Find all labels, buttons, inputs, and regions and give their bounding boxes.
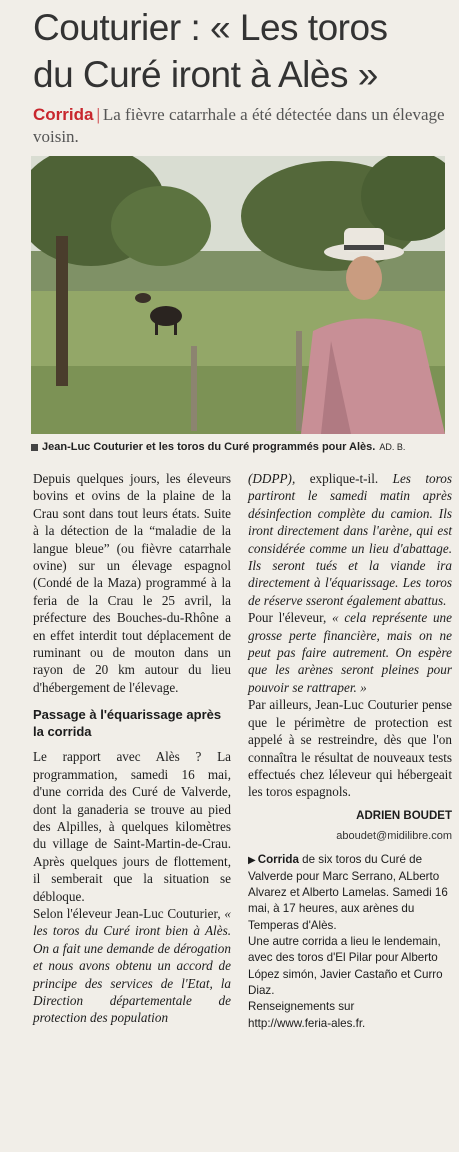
kicker-text: La fièvre catarrhale a été détectée dans un élevage voisin. (33, 105, 445, 146)
paragraph-1: Depuis quelques jours, les éleveurs bovins et ovins de la plaine de la Crau sont dans tout leurs états. Suite à la détection de la “maladie de la langue bleue” (ou fièvre catarrhale ovine) sur un élevage espagnol (Condé de la Maza) programmé à la feria de la Crau le 25 avril, la préfecture des Bouches-du-Rhône a en effet interdit tout déplacement de ruminant ou de mouton dans un rayon de 20 km autour du lieu d'hébergement de l'élevage. (33, 471, 231, 695)
caption-square-icon (31, 444, 38, 451)
photo-caption (31, 440, 451, 454)
paragraph-2: Le rapport avec Alès ? La programmation, samedi 16 mai, d'une corrida des Curé de Valverde, dont la ganaderia se trouve au pied des Alpilles, à quelques kilomètres du village de Saint-Martin-de-Crau. Après quelques jours de flottement, il semberait que la situation se débloque. (33, 749, 231, 904)
paragraph-5-quote: « cela représente une grosse perte financière, mais on ne peut pas faire autrement. On espère que les arènes seront pleines pour pouvoir se rattraper. » (248, 610, 452, 695)
photo-credit: AD. B. (379, 442, 406, 452)
article-photo (31, 156, 445, 434)
info-box (248, 852, 452, 1032)
caption-text: Jean-Luc Couturier et les toros du Curé programmés pour Alès. (42, 441, 376, 453)
article-column-left (33, 470, 231, 1027)
kicker-separator: | (96, 105, 100, 124)
headline (33, 4, 453, 98)
info-label: Corrida (257, 852, 299, 866)
info-url-link[interactable]: http://www.feria-ales.fr. (248, 1016, 366, 1030)
paragraph-3-tail: explique-t-il. (309, 471, 393, 486)
paragraph-3 (33, 905, 231, 1027)
kicker-label: Corrida (33, 105, 94, 124)
paragraph-3-quote: « les toros du Curé iront bien à Alès. On a fait une demande de dérogation et nous avons obtenu un accord de principe des services de l'Etat, la Direction départementale de protection des population (33, 905, 231, 1026)
headline-line-1: Couturier : « Les toros (33, 7, 388, 48)
paragraph-6: Par ailleurs, Jean-Luc Couturier pense que le périmètre de protection est appelé à se restreindre, dès que l'on connaîtra le résultat de nouveaux tests effectués chez léleveur qui hébergeait les toros espagnols. (248, 697, 452, 800)
info-text-1: de six toros du Curé de Valverde pour Marc Serrano, ALberto Alvarez et Alberto Lamelas. Samedi 16 mai, à 17 heures, aux arènes du Temperas d'Alès. (248, 852, 448, 932)
paragraph-3-intro: Selon l'éleveur Jean-Luc Couturier, (33, 905, 225, 921)
article-column-right (248, 470, 452, 1032)
paragraph-3-end: (DDPP), (248, 471, 310, 486)
triangle-icon: ▶ (248, 854, 256, 866)
paragraph-3-continued (248, 470, 452, 609)
paragraph-5-intro: Pour l'éleveur, (248, 610, 332, 626)
paragraph-4-quote: Les toros partiront le samedi matin après désinfection complète du camion. Ils iront directement dans l'arène, qui est considérée comme un lieu d'abattage. Ils seront tués et la viande ira directement à l'équarissage. Les toros de réserve sseront également abattus. (248, 471, 452, 608)
author-name: ADRIEN BOUDET (356, 809, 452, 822)
subheading: Passage à l'équarissage après la corrida (33, 707, 222, 740)
headline-line-2: du Curé iront à Alès » (33, 54, 378, 95)
info-text-2: Une autre corrida a lieu le lendemain, avec des toros d'El Pilar pour Alberto López simón, Javier Castaño et Curro Diaz. (248, 935, 443, 997)
author-email[interactable]: aboudet@midilibre.com (336, 830, 452, 843)
paragraph-5 (248, 609, 452, 696)
kicker (33, 104, 453, 148)
info-text-3: Renseignements sur (248, 1000, 355, 1014)
photo-illustration (31, 156, 445, 434)
